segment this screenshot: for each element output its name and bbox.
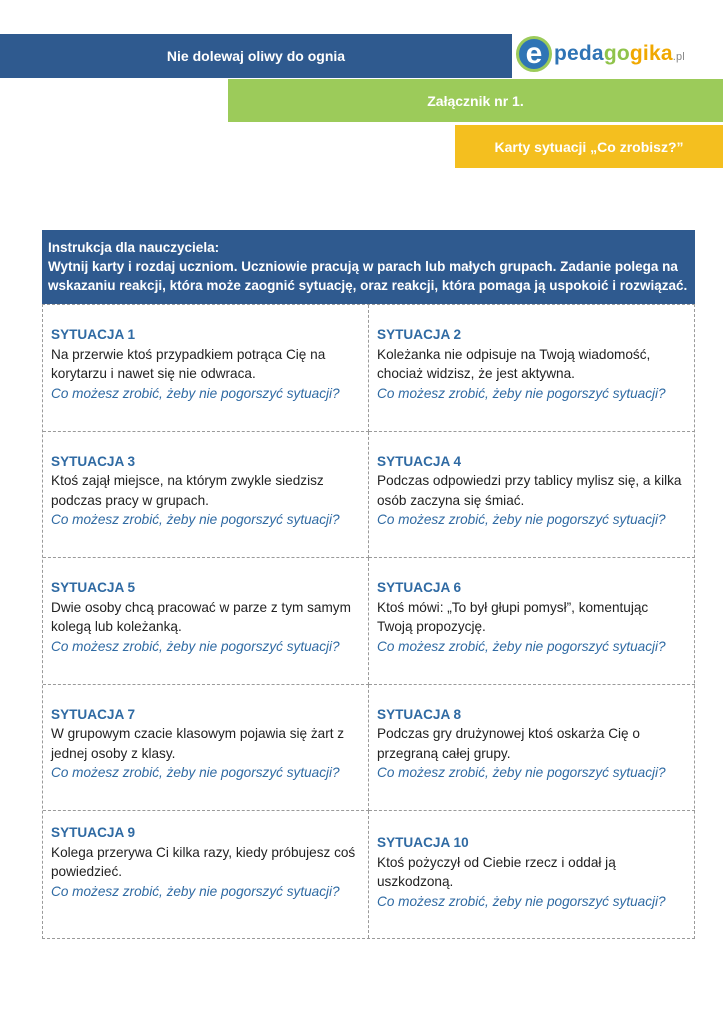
situation-cards-grid [42,304,695,939]
card-description: Koleżanka nie odpisuje na Twoją wiadomość, chociaż widzisz, że jest aktywna. [377,346,651,381]
card-title: SYTUACJA 3 [51,453,136,469]
situation-card-3 [43,432,369,559]
card-description: W grupowym czacie klasowym pojawia się żart z jednej osoby z klasy. [51,726,345,761]
card-title: SYTUACJA 2 [377,327,462,342]
card-question: Co możesz zrobić, żeby nie pogorszyć sytuacji? [377,385,666,401]
card-question: Co możesz zrobić, żeby nie pogorszyć sytuacji? [377,638,666,654]
situation-card-5 [43,558,369,685]
card-title: SYTUACJA 7 [51,706,136,722]
card-title: SYTUACJA 9 [51,825,136,841]
situation-card-2 [369,305,695,432]
situation-card-6 [369,558,695,685]
card-title: SYTUACJA 5 [51,580,136,596]
card-question: Co możesz zrobić, żeby nie pogorszyć sytuacji? [51,385,340,401]
card-description: Ktoś zajął miejsce, na którym zwykle siedzisz podczas pracy w grupach. [51,473,324,508]
situation-card-4 [369,432,695,559]
logo-e-icon: e [516,36,552,72]
card-question: Co możesz zrobić, żeby nie pogorszyć sytuacji? [51,638,340,654]
card-description: Podczas gry drużynowej ktoś oskarża Cię o przegraną całej grupy. [377,726,640,761]
situation-card-1 [43,305,369,432]
card-title: SYTUACJA 8 [377,706,462,722]
card-question: Co możesz zrobić, żeby nie pogorszyć sytuacji? [51,512,340,528]
situation-card-9 [43,811,369,938]
card-title: SYTUACJA 1 [51,327,136,342]
card-question: Co możesz zrobić, żeby nie pogorszyć sytuacji? [377,765,666,781]
section-subtitle: Karty sytuacji „Co zrobisz?” [455,125,723,168]
instructions-body: Wytnij karty i rozdaj uczniom. Uczniowie pracują w parach lub małych grupach. Zadanie polega na wskazaniu reakcji, która może zaognić sytuację, oraz reakcji, która pomaga ją uspokoić i rozwiązać. [48,259,688,293]
card-title: SYTUACJA 10 [377,835,469,851]
epedagogika-logo [516,30,716,78]
card-description: Podczas odpowiedzi przy tablicy mylisz się, a kilka osób zaczyna się śmiać. [377,473,682,508]
situation-card-8 [369,685,695,812]
teacher-instructions [42,230,695,304]
card-description: Ktoś pożyczył od Ciebie rzecz i oddał ją uszkodzoną. [377,854,616,890]
card-description: Dwie osoby chcą pracować w parze z tym samym kolegą lub koleżanką. [51,599,351,635]
attachment-label: Załącznik nr 1. [228,79,723,122]
card-question: Co możesz zrobić, żeby nie pogorszyć sytuacji? [377,893,666,909]
card-title: SYTUACJA 4 [377,453,462,469]
instructions-heading: Instrukcja dla nauczyciela: [48,240,220,255]
card-question: Co możesz zrobić, żeby nie pogorszyć sytuacji? [51,883,340,899]
card-description: Na przerwie ktoś przypadkiem potrąca Cię na korytarzu i nawet się nie odwraca. [51,346,326,381]
logo-text: pedagogika.pl [554,42,685,65]
card-description: Ktoś mówi: „To był głupi pomysł”, komentując Twoją propozycję. [377,599,649,635]
situation-card-10 [369,811,695,938]
page-title [0,34,512,78]
card-title: SYTUACJA 6 [377,580,462,596]
page-title-text: Nie dolewaj oliwy do ognia [166,48,346,64]
situation-card-7 [43,685,369,812]
card-question: Co możesz zrobić, żeby nie pogorszyć sytuacji? [377,512,666,528]
card-question: Co możesz zrobić, żeby nie pogorszyć sytuacji? [51,765,340,781]
card-description: Kolega przerywa Ci kilka razy, kiedy próbujesz coś powiedzieć. [51,844,356,880]
